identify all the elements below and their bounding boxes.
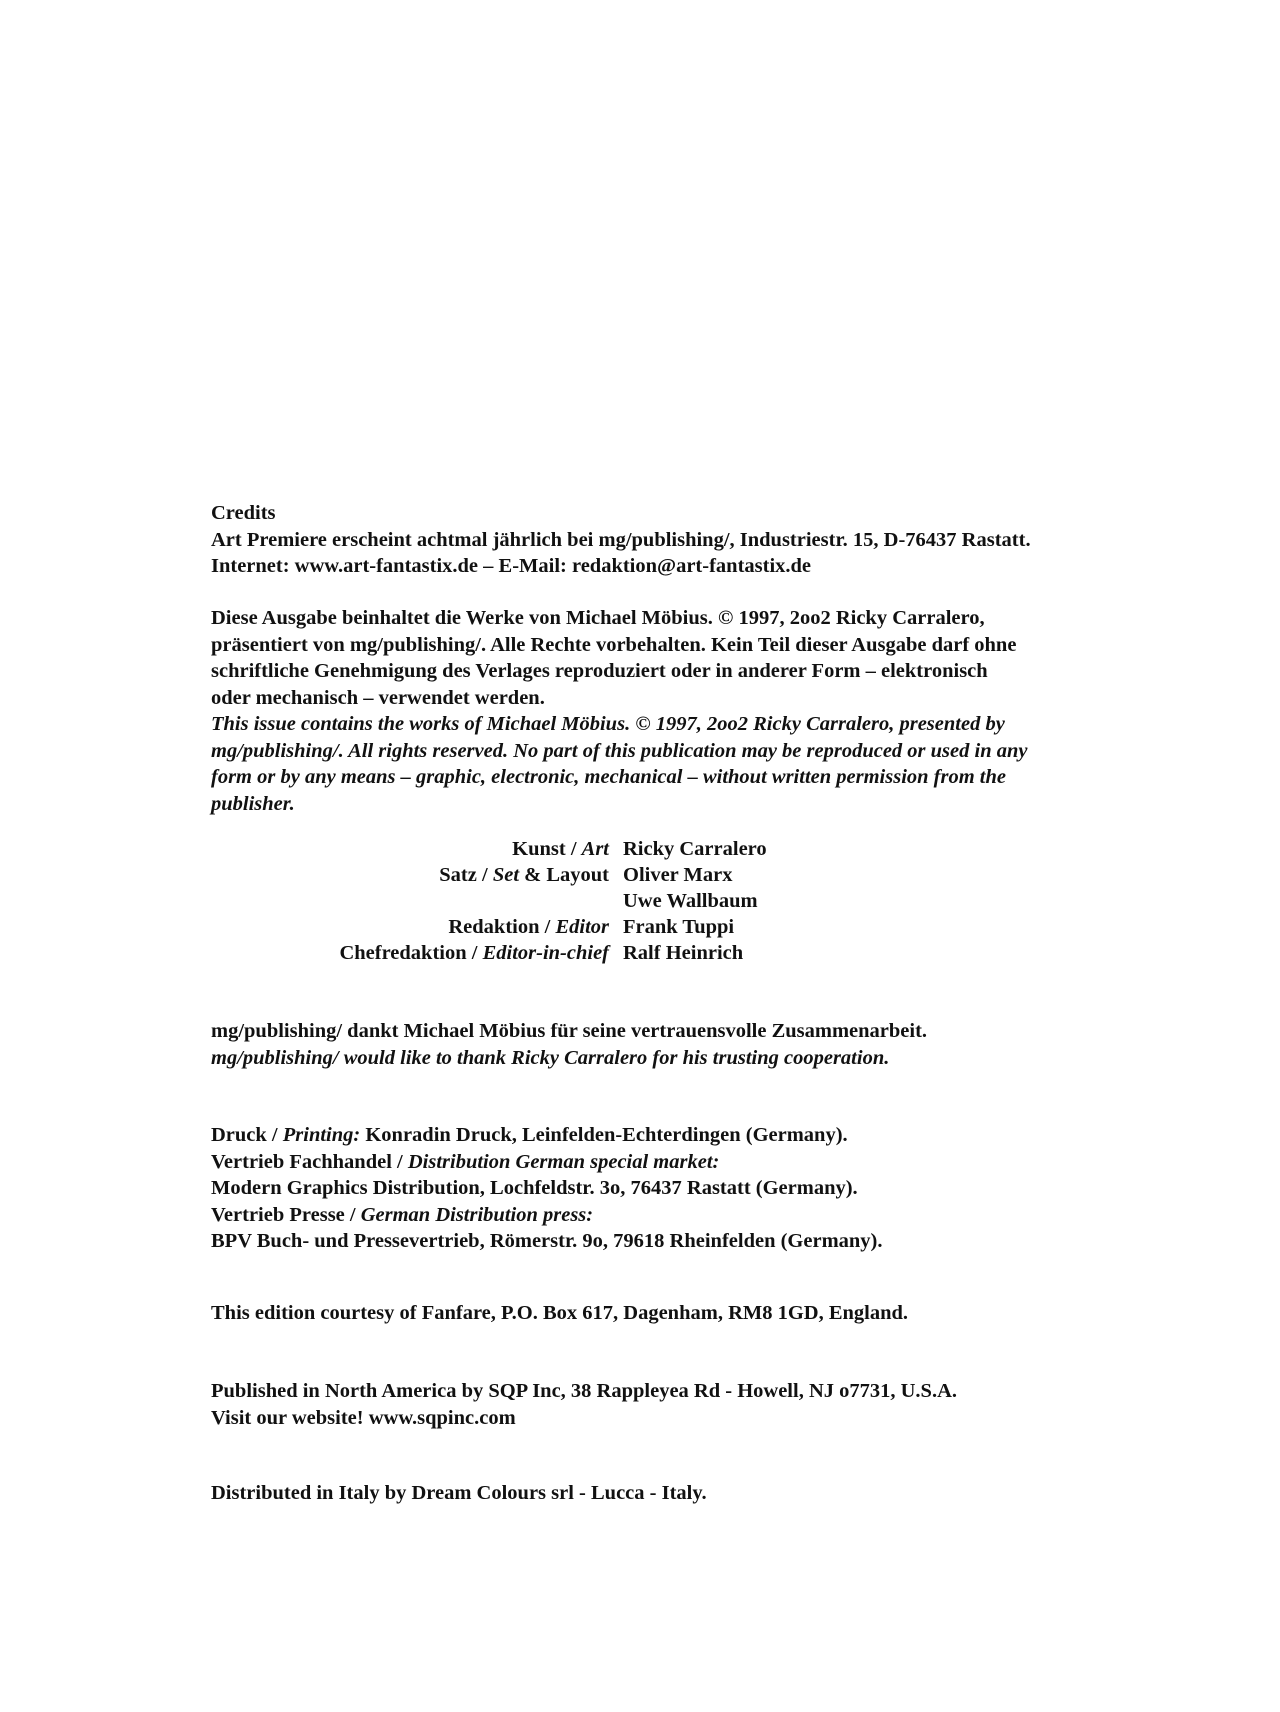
staff-role: Satz / Set & Layout [439, 864, 609, 886]
copyright-de-line: präsentiert von mg/publishing/. Alle Rechte vorbehalten. Kein Teil dieser Ausgabe darf ohne [211, 633, 1017, 656]
north-america-section [211, 1378, 1091, 1431]
press-label: Vertrieb Presse / German Distribution press: [211, 1203, 594, 1226]
credits-section [211, 500, 1091, 580]
staff-name: Ralf Heinrich [623, 942, 744, 964]
special-market-label: Vertrieb Fachhandel / Distribution German special market: [211, 1150, 720, 1173]
thanks-en: mg/publishing/ would like to thank Ricky Carralero for his trusting cooperation. [211, 1046, 890, 1069]
copyright-en-line: mg/publishing/. All rights reserved. No part of this publication may be reproduced or used in any [211, 739, 1028, 762]
staff-row [0, 888, 1280, 914]
italy-line: Distributed in Italy by Dream Colours srl - Lucca - Italy. [211, 1482, 707, 1504]
thanks-de: mg/publishing/ dankt Michael Möbius für seine vertrauensvolle Zusammenarbeit. [211, 1020, 928, 1042]
north-america-line: Published in North America by SQP Inc, 38 Rappleyea Rd - Howell, NJ o7731, U.S.A. [211, 1380, 958, 1402]
staff-row [0, 862, 1280, 888]
copyright-en-line: form or by any means – graphic, electronic, mechanical – without written permission from the [211, 766, 1006, 788]
credits-heading: Credits [211, 502, 276, 524]
copyright-de-line: Diese Ausgabe beinhaltet die Werke von Michael Möbius. © 1997, 2oo2 Ricky Carralero, [211, 607, 985, 629]
staff-role: Chefredaktion / Editor-in-chief [339, 942, 609, 964]
staff-row [0, 914, 1280, 940]
staff-row [0, 836, 1280, 862]
staff-name: Frank Tuppi [623, 916, 735, 938]
staff-row [0, 940, 1280, 966]
distribution-section [211, 1122, 1091, 1255]
press-value: BPV Buch- und Pressevertrieb, Römerstr. 9o, 79618 Rheinfelden (Germany). [211, 1230, 883, 1252]
copyright-en-line: publisher. [211, 792, 295, 815]
staff-role: Kunst / Art [512, 838, 609, 860]
copyright-de-line: oder mechanisch – verwendet werden. [211, 686, 545, 709]
copyright-de-line: schriftliche Genehmigung des Verlages reproduziert oder in anderer Form – elektronisch [211, 660, 988, 682]
staff-name: Uwe Wallbaum [623, 890, 758, 912]
printing-line: Druck / Printing: Konradin Druck, Leinfelden-Echterdingen (Germany). [211, 1124, 848, 1146]
website-line: Visit our website! www.sqpinc.com [211, 1406, 516, 1429]
thanks-section [211, 1018, 1091, 1071]
special-market-value: Modern Graphics Distribution, Lochfeldstr. 3o, 76437 Rastatt (Germany). [211, 1177, 858, 1199]
copyright-en-line: This issue contains the works of Michael Möbius. © 1997, 2oo2 Ricky Carralero, presented by [211, 713, 1005, 735]
edition-line: This edition courtesy of Fanfare, P.O. Box 617, Dagenham, RM8 1GD, England. [211, 1302, 909, 1324]
staff-name: Oliver Marx [623, 864, 733, 886]
italy-section [211, 1480, 1091, 1507]
publisher-line: Art Premiere erscheint achtmal jährlich bei mg/publishing/, Industriestr. 15, D-76437 Rastatt. [211, 528, 1031, 551]
edition-section [211, 1300, 1091, 1327]
staff-name: Ricky Carralero [623, 838, 767, 860]
copyright-section [211, 605, 1091, 817]
staff-role: Redaktion / Editor [448, 916, 609, 938]
contact-line: Internet: www.art-fantastix.de – E-Mail: redaktion@art-fantastix.de [211, 555, 812, 577]
staff-table [0, 836, 1280, 966]
